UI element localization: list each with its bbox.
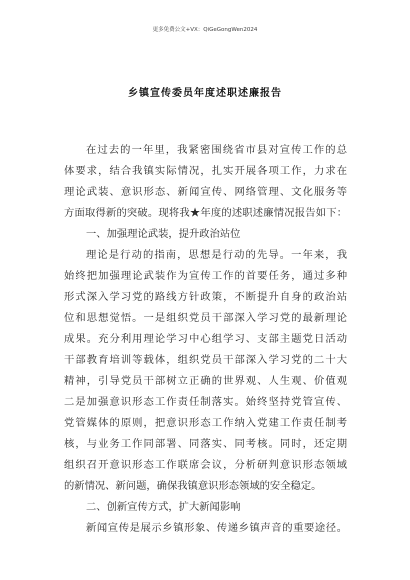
paragraph-line: 干部教育培训等载体，组织党员干部深入学习党的二十大 [64,354,347,366]
paragraph-line: 体要求，结合我镇实际情况，扎实开展各项工作，力求在 [64,165,347,177]
paragraph-line: 新闻宣传是展示乡镇形象、传递乡镇声音的重要途径。 [86,522,347,534]
paragraph-line: 二是加强意识形态工作责任制落实。始终坚持党管宣传、 [64,396,347,408]
paragraph-line: 方面取得新的突破。现将我★年度的述职述廉情况报告如下： [64,207,347,219]
paragraph-line: 在过去的一年里，我紧密围绕省市县对宣传工作的总 [86,144,347,156]
paragraph-line: 位和思想觉悟。一是组织党员干部深入学习党的最新理论 [64,312,347,324]
document-title: 乡镇宣传委员年度述职述廉报告 [128,88,282,99]
paragraph-line: 党管媒体的原则，把意识形态工作纳入党建工作责任制考 [64,417,347,429]
paragraph-line: 成果。充分利用理论学习中心组学习、支部主题党日活动 [64,333,347,345]
paragraph-line: 组织召开意识形态工作联席会议，分析研判意识形态领域 [64,459,347,471]
section-heading: 二、创新宣传方式，扩大新闻影响 [86,501,241,513]
paragraph-line: 精神，引导党员干部树立正确的世界观、人生观、价值观 [64,375,347,387]
page-header-text: 更多免费公文+VX：QiGeGongWen2024 [152,27,258,33]
paragraph-line: 核，与业务工作同部署、同落实、同考核。同时，还定期 [64,438,347,450]
paragraph-line: 形式深入学习党的路线方针政策，不断提升自身的政治站 [64,291,347,303]
paragraph-line: 理论武装、意识形态、新闻宣传、网络管理、文化服务等 [64,186,347,198]
paragraph-line: 理论是行动的指南，思想是行动的先导。一年来，我 [86,249,347,261]
paragraph-line: 的新情况、新问题，确保我镇意识形态领域的安全稳定。 [64,480,322,492]
section-heading: 一、加强理论武装，提升政治站位 [86,228,241,240]
paragraph-line: 始终把加强理论武装作为宣传工作的首要任务，通过多种 [64,270,347,282]
